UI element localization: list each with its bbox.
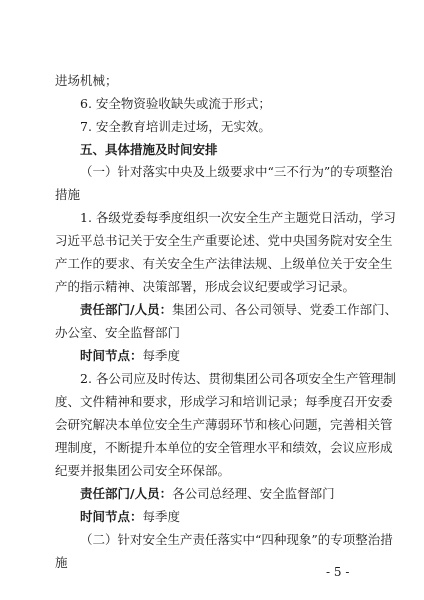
time-label: 时间节点： <box>80 509 143 524</box>
responsibility-line <box>80 302 397 318</box>
time-line <box>80 348 180 364</box>
paragraph-line: 产工作的要求、有关安全生产法律法规、上级单位关于安全生 <box>55 256 393 271</box>
paragraph-line: 理制度，不断提升本单位的安全管理水平和绩效，会议应形成 <box>55 440 393 455</box>
page-number: - 5 - <box>326 565 350 579</box>
paragraph-line: 1. 各级党委每季度组织一次安全生产主题党日活动，学习 <box>80 210 396 225</box>
list-item-6: 6. 安全物资验收缺失或流于形式； <box>80 96 271 111</box>
paragraph-line: 习近平总书记关于安全生产重要论述、党中央国务院对安全生 <box>55 233 393 248</box>
responsibility-value: 集团公司、各公司领导、党委工作部门、 <box>172 302 398 317</box>
paragraph-line: 会研究解决本单位安全生产薄弱环节和核心问题，完善相关管 <box>55 417 393 432</box>
time-label: 时间节点： <box>80 348 143 363</box>
responsibility-line <box>80 486 335 502</box>
paragraph-line: 2. 各公司应及时传达、贯彻集团公司各项安全生产管理制 <box>80 371 396 386</box>
subsection-heading-line: 施 <box>55 555 68 570</box>
time-value: 每季度 <box>142 348 181 363</box>
time-line <box>80 509 180 525</box>
list-item-7: 7. 安全教育培训走过场，无实效。 <box>80 119 271 134</box>
subsection-heading-line: 措施 <box>55 187 81 202</box>
responsibility-value: 各公司总经理、安全监督部门 <box>172 486 335 501</box>
subsection-heading-line: （一）针对落实中央及上级要求中“三不行为”的专项整治 <box>80 164 393 179</box>
paragraph-line: 度、文件精神和要求，形成学习和培训记录；每季度召开安委 <box>55 394 393 409</box>
subsection-heading-line: （二）针对安全生产责任落实中“四种现象”的专项整治措 <box>80 532 393 547</box>
responsibility-line-cont: 办公室、安全监督部门 <box>55 325 181 340</box>
paragraph-line: 纪要并报集团公司安全环保部。 <box>55 463 231 478</box>
paragraph-line: 产的指示精神、决策部署，形成会议纪要或学习记录。 <box>55 279 356 294</box>
text-line: 进场机械； <box>55 73 118 88</box>
responsibility-label: 责任部门/人员： <box>80 302 173 317</box>
time-value: 每季度 <box>142 509 181 524</box>
responsibility-label: 责任部门/人员： <box>80 486 173 501</box>
section-heading: 五、具体措施及时间安排 <box>80 142 218 157</box>
